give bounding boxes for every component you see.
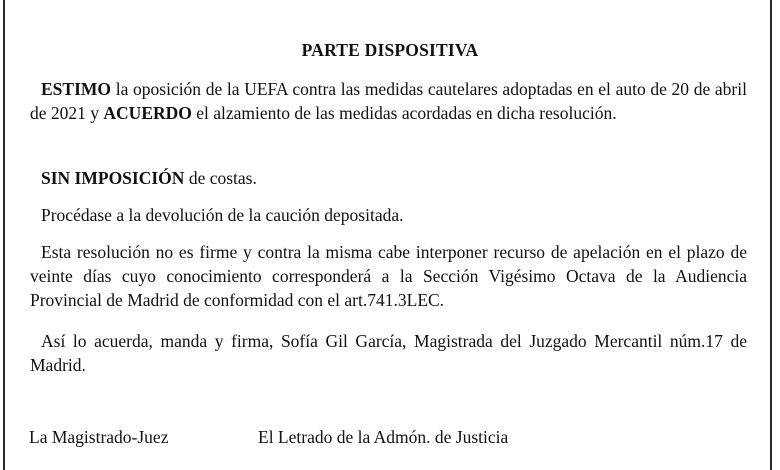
paragraph-costas	[30, 166, 747, 190]
paragraph-costas-text: de costas.	[184, 168, 257, 188]
keyword-sin-imposicion: SIN IMPOSICIÓN	[41, 168, 185, 188]
keyword-acuerdo: ACUERDO	[103, 103, 192, 123]
paragraph-estimo	[30, 77, 747, 125]
paragraph-devolucion: Procédase a la devolución de la caución depositada.	[41, 205, 404, 225]
paragraph-recurso: Esta resolución no es firme y contra la misma cabe interponer recurso de apelación en el plazo de veinte días cuyo conocimiento corresponderá a la Sección Vigésimo Octava de la Audiencia Provincial de Madrid de conformidad con el art.741.3LEC.	[30, 242, 747, 310]
page-left-border	[3, 0, 5, 470]
signature-letrado: El Letrado de la Admón. de Justicia	[258, 427, 509, 447]
keyword-estimo: ESTIMO	[41, 79, 112, 99]
page-right-border	[770, 0, 772, 470]
paragraph-estimo-text-2: el alzamiento de las medidas acordadas en dicha resolución.	[191, 103, 617, 123]
paragraph-estimo-text-1: la oposición de la UEFA contra las medidas cautelares adoptadas en el auto de 20 de abril de 2021 y	[30, 79, 747, 123]
section-title: PARTE DISPOSITIVA	[301, 40, 479, 60]
signature-magistrado: La Magistrado-Juez	[29, 427, 169, 447]
paragraph-firma: Así lo acuerda, manda y firma, Sofía Gil García, Magistrada del Juzgado Mercantil núm.17 de Madrid.	[30, 331, 747, 375]
